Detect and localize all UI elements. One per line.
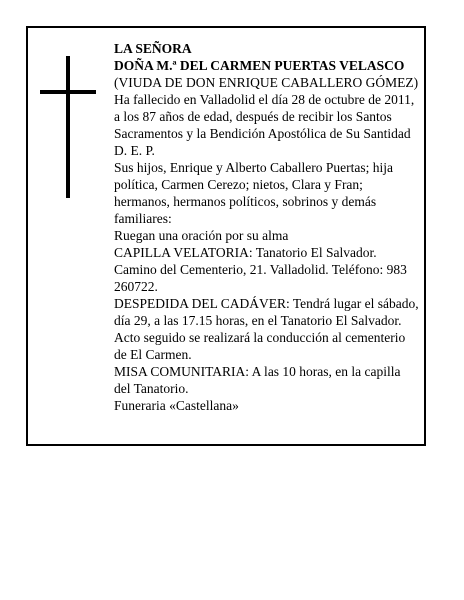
- deceased-name: DOÑA M.ª DEL CARMEN PUERTAS VELASCO: [114, 58, 405, 73]
- funeral-home: Funeraria «Castellana»: [114, 398, 239, 413]
- cross-vertical-bar: [66, 56, 70, 198]
- wake-chapel-info: CAPILLA VELATORIA: Tanatorio El Salvador. Camino del Cementerio, 21. Valladolid. Teléfono: 983 260722.: [114, 245, 407, 294]
- prayer-request: Ruegan una oración por su alma: [114, 228, 289, 243]
- widow-line: (VIUDA DE DON ENRIQUE CABALLERO GÓMEZ): [114, 75, 419, 90]
- cross-icon: [40, 56, 96, 198]
- cross-horizontal-bar: [40, 90, 96, 94]
- obituary-notice: [26, 26, 426, 446]
- notice-content: [114, 40, 420, 414]
- mass-info: MISA COMUNITARIA: A las 10 horas, en la capilla del Tanatorio.: [114, 364, 401, 396]
- family-list: Sus hijos, Enrique y Alberto Caballero Puertas; hija política, Carmen Cerezo; nietos, Clara y Fran; hermanos, hermanos políticos, sobrinos y demás familiares:: [114, 160, 393, 226]
- death-announcement: Ha fallecido en Valladolid el día 28 de octubre de 2011, a los 87 años de edad, después de recibir los Santos Sacramentos y la Bendición Apostólica de Su Santidad D. E. P.: [114, 92, 415, 158]
- notice-title: LA SEÑORA: [114, 41, 192, 56]
- farewell-info: DESPEDIDA DEL CADÁVER: Tendrá lugar el sábado, día 29, a las 17.15 horas, en el Tanatorio El Salvador. Acto seguido se realizará la conducción al cementerio de El Carmen.: [114, 296, 419, 362]
